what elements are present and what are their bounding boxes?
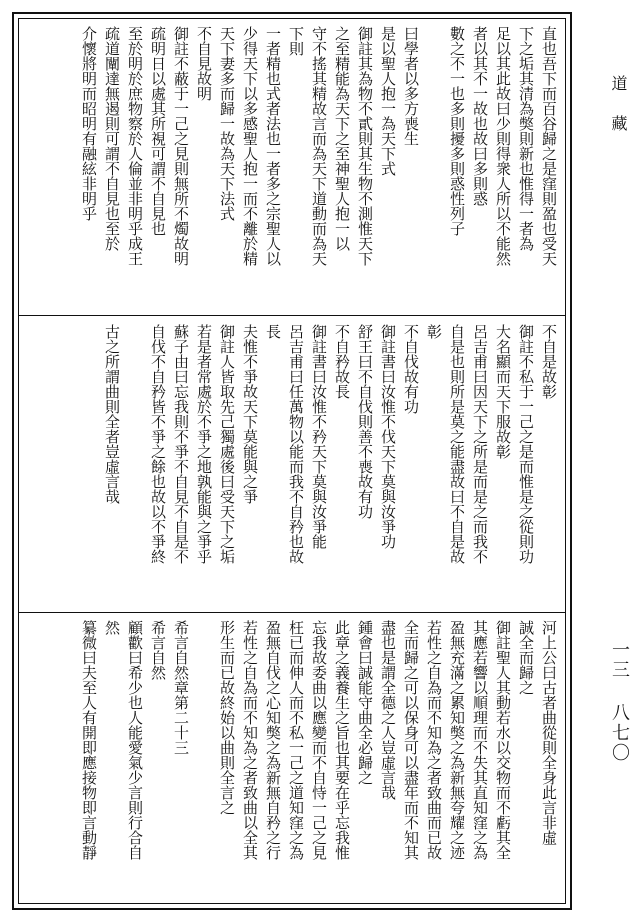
text-column: 者以其不一故也故曰多則惑 (471, 26, 489, 206)
text-column: 是以聖人抱一為天下式 (379, 26, 397, 176)
text-column: 盈無充滿之累知獘之為新無夸耀之迹 (448, 620, 466, 860)
text-column: 若是者常處於不爭之地孰能與之爭乎 (195, 324, 213, 564)
text-column: 希言自然 (149, 620, 167, 680)
text-column: 此章之義養生之旨也其要在乎忘我惟 (333, 620, 351, 860)
text-column: 長 (264, 324, 282, 339)
text-column (194, 620, 213, 900)
text-column: 夫惟不爭故天下莫能與之爭 (241, 324, 259, 504)
text-panel-top (26, 26, 558, 309)
text-column: 疏明日以處其所視可謂不自見也 (149, 26, 167, 236)
text-column: 其應若響以順理而不失其直知窪之為 (471, 620, 489, 860)
text-column: 蘇子由曰忘我則不爭不自見不自是不 (172, 324, 190, 564)
text-column: 彰 (425, 324, 443, 339)
section-divider-2 (18, 612, 566, 613)
text-column: 御註不蔽于一己之見則無所不燭故明 (172, 26, 190, 266)
text-column: 御註聖人其動若水以交物而不虧其全 (494, 620, 512, 860)
text-column: 盈無自伐之心知獘之為新無自矜之行 (264, 620, 282, 860)
text-column: 御註書曰汝惟不伐天下莫與汝爭功 (379, 324, 397, 549)
text-column: 御註書曰汝惟不矜天下莫與汝爭能 (310, 324, 328, 549)
text-column: 不自伐故有功 (402, 324, 420, 414)
text-column: 介懷將明而昭明有融絃非明乎 (80, 26, 98, 221)
text-column: 若性之自為而不知為之者致曲以全其 (241, 620, 259, 860)
text-column: 御註其為物不貳則其生物不測惟天下 (356, 26, 374, 266)
text-column: 一者精也式者法也一者多之宗聖人以 (264, 26, 282, 266)
text-column: 疏道闡達無遏則可謂不自見也至於 (103, 26, 121, 251)
text-column: 古之所謂曲則全者豈虛言哉 (103, 324, 121, 504)
text-column: 不自是故彰 (540, 324, 558, 399)
section-divider-1 (18, 315, 566, 316)
text-column: 之至精能為天下之至神聖人抱一以 (333, 26, 351, 251)
text-column: 然 (103, 620, 121, 635)
margin-page-number: 一三 八七〇 (609, 640, 630, 763)
text-column: 御註不私于一己之是而惟是之從則功 (517, 324, 535, 564)
text-column: 至於明於庶物察於人倫並非明乎成王 (126, 26, 144, 266)
text-column: 下則 (287, 26, 305, 56)
text-column (125, 324, 144, 606)
text-column: 鍾會曰誠能守曲全必歸之 (356, 620, 374, 785)
text-column: 少得天下以多感聖人抱一而不離於精 (241, 26, 259, 266)
text-column: 盡也是謂全德之人豈虛言哉 (379, 620, 397, 800)
text-column: 呂吉甫曰因天下之所是而是之而我不 (471, 324, 489, 564)
text-column: 數之不一也多則擾多則惑性列子 (448, 26, 466, 236)
text-column: 守不搖其精故言而為天下道動而為天 (310, 26, 328, 266)
text-column: 直也吾下而百谷歸之是窪則盈也受天 (540, 26, 558, 266)
text-column: 呂吉甫曰任萬物以能而我不自矜也故 (287, 324, 305, 564)
text-column: 足以其此故曰少則得衆人所以不能然 (494, 26, 512, 266)
text-column: 忘我故委曲以應變而不自恃一己之見 (310, 620, 328, 860)
text-column: 誠全而歸之 (517, 620, 535, 695)
text-column: 大名顯而天下服故彰 (494, 324, 512, 459)
text-column: 自伐不自矜皆不爭之餘也故以不爭終 (149, 324, 167, 564)
margin-title: 道藏 (609, 75, 628, 155)
text-column: 曰學者以多方喪生 (402, 26, 420, 146)
text-column (424, 26, 443, 309)
text-column: 御註人皆取先己獨處後曰受天下之垢 (218, 324, 236, 564)
text-column: 不自矜故長 (333, 324, 351, 399)
text-column: 全而歸之可以保身可以盡年而不知其 (402, 620, 420, 860)
text-column: 希言自然章第二十三 (172, 620, 190, 755)
text-column: 纂微曰夫至人有開即應接物即言動靜 (80, 620, 98, 860)
text-panel-bottom (26, 620, 558, 900)
text-column: 枉已而伸人而不私一己之道知窪之為 (287, 620, 305, 860)
text-column: 不自見故明 (195, 26, 213, 101)
text-column: 形生而已故終始以曲則全言之 (218, 620, 236, 815)
text-column: 若性之自為而不知為之者致曲而已故 (425, 620, 443, 860)
text-column: 下之垢其清為獘則新也惟得一者為 (517, 26, 535, 251)
text-column: 顧歡曰希少也人能愛氣少言則行合自 (126, 620, 144, 860)
text-column: 舒王曰不自伐則善不喪故有功 (356, 324, 374, 519)
text-column: 天下妻多而歸一故為天下法式 (218, 26, 236, 221)
text-column: 自是也則所是莫之能盡故曰不自是故 (448, 324, 466, 564)
text-column: 河上公曰古者曲從則全身此言非虛 (540, 620, 558, 845)
text-panel-middle (26, 324, 558, 606)
